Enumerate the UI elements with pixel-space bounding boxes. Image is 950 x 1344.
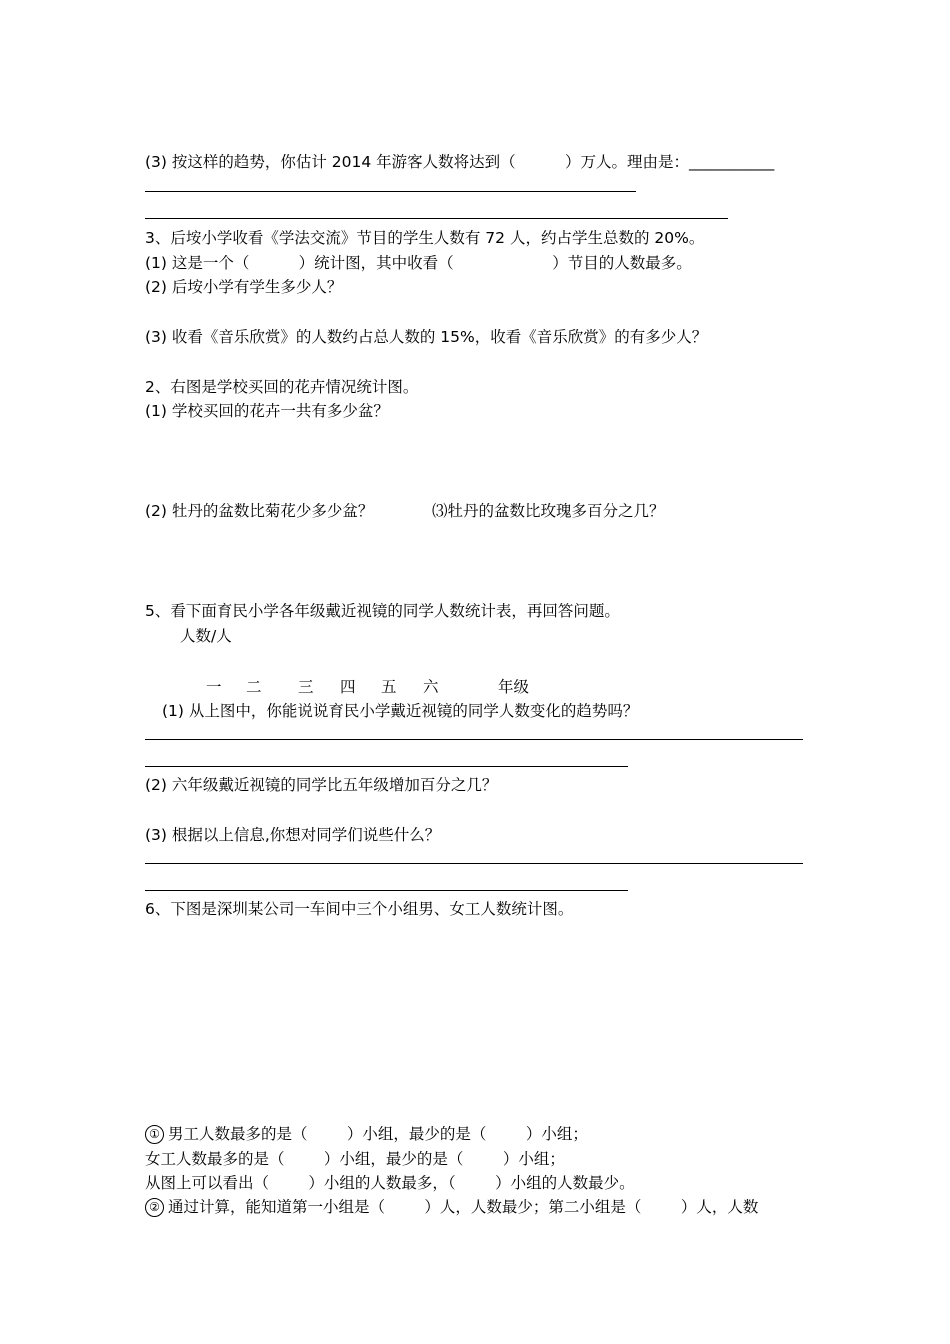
circled-number-2: ② [145, 1198, 164, 1217]
question-2-item-2: (2) 牡丹的盆数比菊花少多少盆？ [145, 502, 374, 520]
question-3-item-1: (1) 这是一个（ ）统计图，其中收看（ ）节目的人数最多。 [145, 254, 692, 272]
grade-label-6: 六 [423, 678, 439, 696]
question-2-item-1: (1) 学校买回的花卉一共有多少盆？ [145, 402, 389, 420]
question-5-item-2: (2) 六年级戴近视镜的同学比五年级增加百分之几？ [145, 776, 498, 794]
chart-y-axis-label: 人数/人 [180, 627, 232, 645]
question-2-title: 2、右图是学校买回的花卉情况统计图。 [145, 378, 419, 396]
answer-line [145, 863, 803, 864]
question-3-item-2: (2) 后垵小学有学生多少人？ [145, 278, 343, 296]
question-5-title: 5、看下面育民小学各年级戴近视镜的同学人数统计表，再回答问题。 [145, 602, 620, 620]
question-5-item-1: (1) 从上图中，你能说说育民小学戴近视镜的同学人数变化的趋势吗？ [162, 702, 639, 720]
answer-line [145, 766, 628, 767]
question-6-line-1-text: 男工人数最多的是（ ）小组，最少的是（ ）小组； [168, 1125, 588, 1143]
question-tourism-item-3: (3) 按这样的趋势，你估计 2014 年游客人数将达到（ ）万人。理由是：___________ [145, 153, 775, 171]
question-6-line-1 [145, 1124, 588, 1144]
grade-label-2: 二 [246, 678, 262, 696]
question-5-item-3: (3) 根据以上信息,你想对同学们说些什么？ [145, 826, 441, 844]
question-6-title: 6、下图是深圳某公司一车间中三个小组男、女工人数统计图。 [145, 900, 574, 918]
answer-line [145, 890, 628, 891]
question-6-line-2: 女工人数最多的是（ ）小组，最少的是（ ）小组； [145, 1150, 565, 1168]
answer-line [145, 739, 803, 740]
question-3-item-3: (3) 收看《音乐欣赏》的人数约占总人数的 15%，收看《音乐欣赏》的有多少人？ [145, 328, 708, 346]
answer-line [145, 191, 636, 192]
grade-label-4: 四 [340, 678, 356, 696]
grade-label-3: 三 [298, 678, 314, 696]
question-6-line-4 [145, 1197, 758, 1217]
question-6-line-4-text: 通过计算，能知道第一小组是（ ）人，人数最少；第二小组是（ ）人，人数 [168, 1198, 759, 1216]
grade-label-1: 一 [206, 678, 222, 696]
grade-label-5: 五 [381, 678, 397, 696]
answer-line [145, 218, 728, 219]
question-6-line-3: 从图上可以看出（ ）小组的人数最多，（ ）小组的人数最少。 [145, 1174, 635, 1192]
chart-x-axis-label: 年级 [498, 678, 530, 696]
question-3-title: 3、后垵小学收看《学法交流》节目的学生人数有 72 人，约占学生总数的 20%。 [145, 229, 705, 247]
circled-number-1: ① [145, 1125, 164, 1144]
question-2-item-3: ⑶牡丹的盆数比玫瑰多百分之几？ [432, 502, 665, 520]
